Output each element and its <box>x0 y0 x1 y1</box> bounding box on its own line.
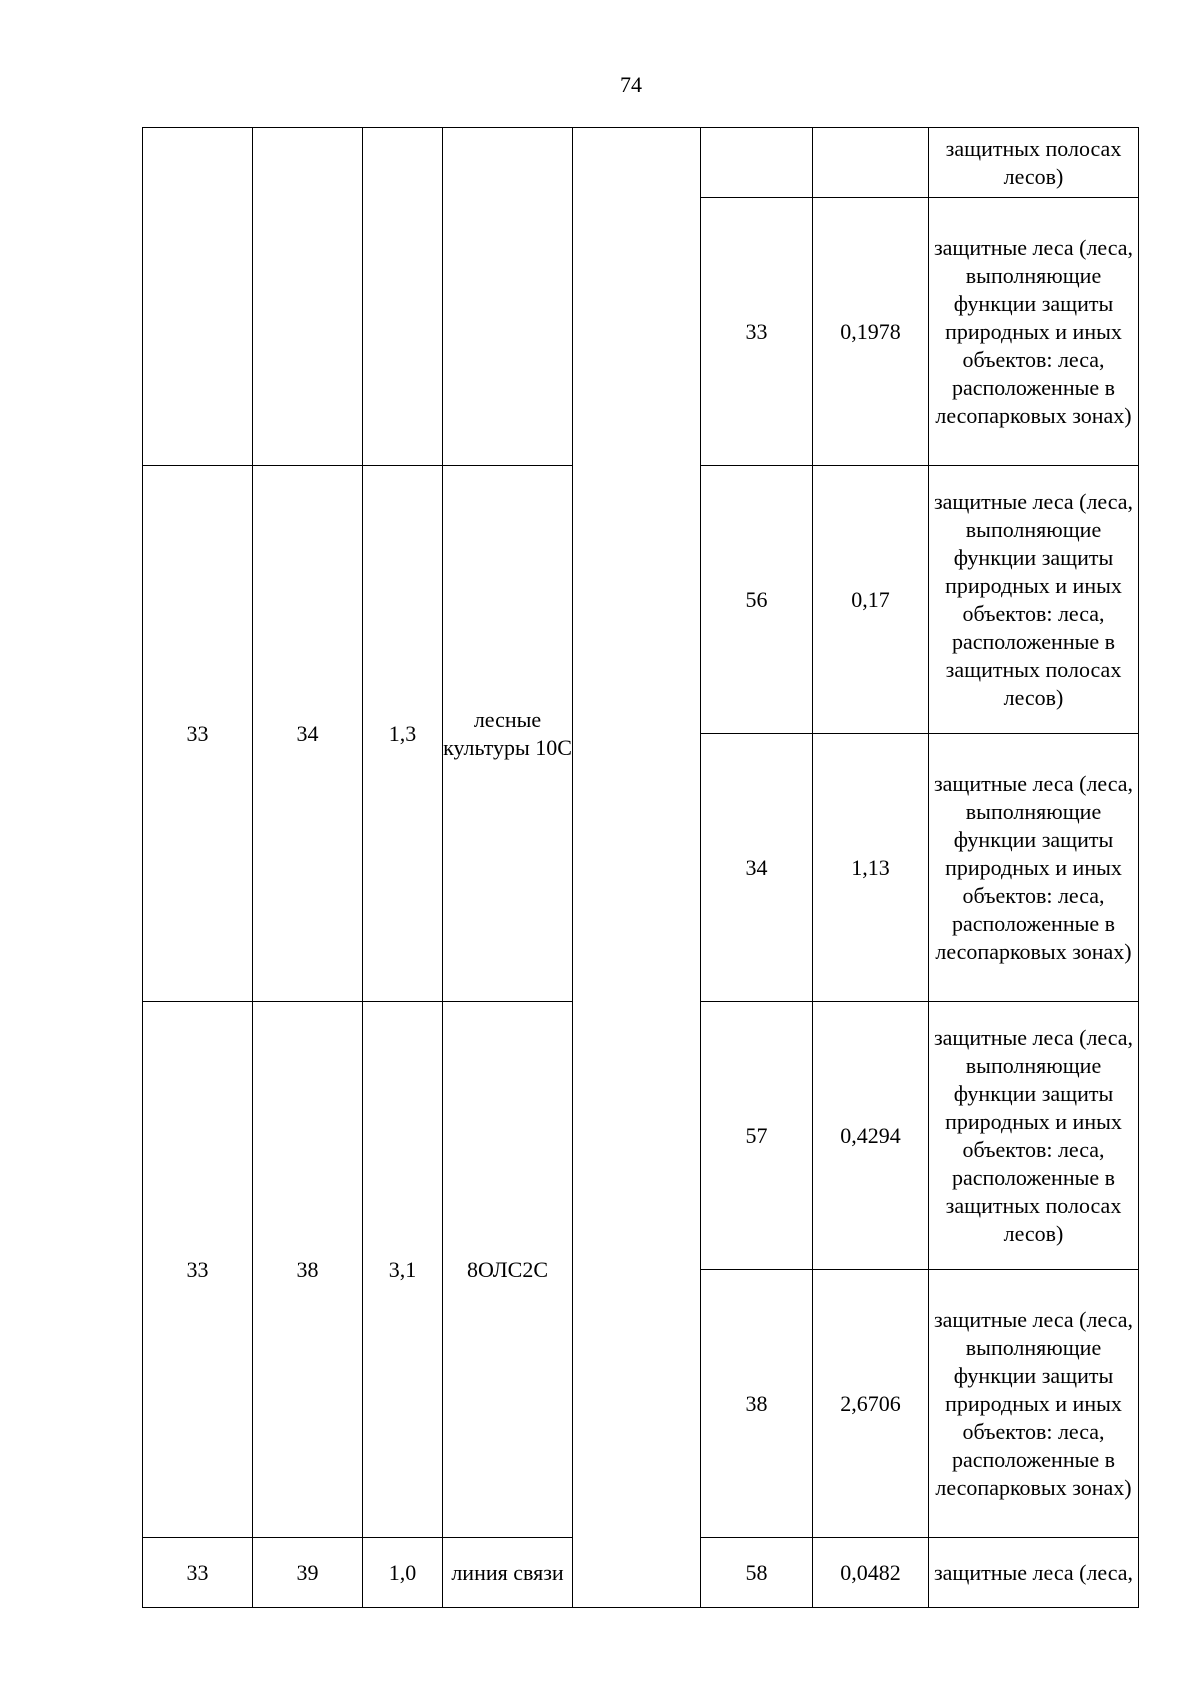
cell-empty <box>701 128 813 198</box>
cell-plot: 34 <box>253 466 363 1002</box>
cell-empty <box>143 128 253 466</box>
cell-quarter: 56 <box>701 466 813 734</box>
cell-composition: линия связи <box>443 1538 573 1608</box>
cell-quarter: 33 <box>701 198 813 466</box>
cell-composition: лесные культуры 10С <box>443 466 573 1002</box>
cell-area: 2,6706 <box>813 1270 929 1538</box>
cell-quarter: 38 <box>701 1270 813 1538</box>
cell-plot: 39 <box>253 1538 363 1608</box>
cell-description: защитные леса (леса, выполняющие функции защиты природных и иных объектов: леса, расположенные в лесопарковых зонах) <box>929 734 1139 1002</box>
cell-area: 1,0 <box>363 1538 443 1608</box>
cell-description: защитные леса (леса, <box>929 1538 1139 1608</box>
cell-description: защитные леса (леса, выполняющие функции защиты природных и иных объектов: леса, расположенные в защитных полосах лесов) <box>929 1002 1139 1270</box>
cell-area: 0,1978 <box>813 198 929 466</box>
cell-merged-empty <box>573 128 701 1608</box>
cell-description: защитные леса (леса, выполняющие функции защиты природных и иных объектов: леса, расположенные в защитных полосах лесов) <box>929 466 1139 734</box>
cell-description: защитные леса (леса, выполняющие функции защиты природных и иных объектов: леса, расположенные в лесопарковых зонах) <box>929 1270 1139 1538</box>
cell-quarter: 57 <box>701 1002 813 1270</box>
cell-quarter: 33 <box>143 466 253 1002</box>
cell-empty <box>253 128 363 466</box>
cell-area: 0,17 <box>813 466 929 734</box>
forest-plots-table <box>142 127 1139 1608</box>
cell-area: 0,4294 <box>813 1002 929 1270</box>
cell-empty <box>813 128 929 198</box>
cell-area: 3,1 <box>363 1002 443 1538</box>
cell-area: 1,3 <box>363 466 443 1002</box>
page-number: 74 <box>620 72 642 97</box>
cell-plot: 38 <box>253 1002 363 1538</box>
cell-description: защитных полосах лесов) <box>929 128 1139 198</box>
cell-quarter: 58 <box>701 1538 813 1608</box>
cell-area: 1,13 <box>813 734 929 1002</box>
table-row <box>143 128 1139 198</box>
cell-empty <box>443 128 573 466</box>
cell-composition: 8ОЛС2С <box>443 1002 573 1538</box>
cell-description: защитные леса (леса, выполняющие функции защиты природных и иных объектов: леса, расположенные в лесопарковых зонах) <box>929 198 1139 466</box>
cell-empty <box>363 128 443 466</box>
cell-area: 0,0482 <box>813 1538 929 1608</box>
cell-quarter: 33 <box>143 1538 253 1608</box>
cell-quarter: 33 <box>143 1002 253 1538</box>
cell-quarter: 34 <box>701 734 813 1002</box>
